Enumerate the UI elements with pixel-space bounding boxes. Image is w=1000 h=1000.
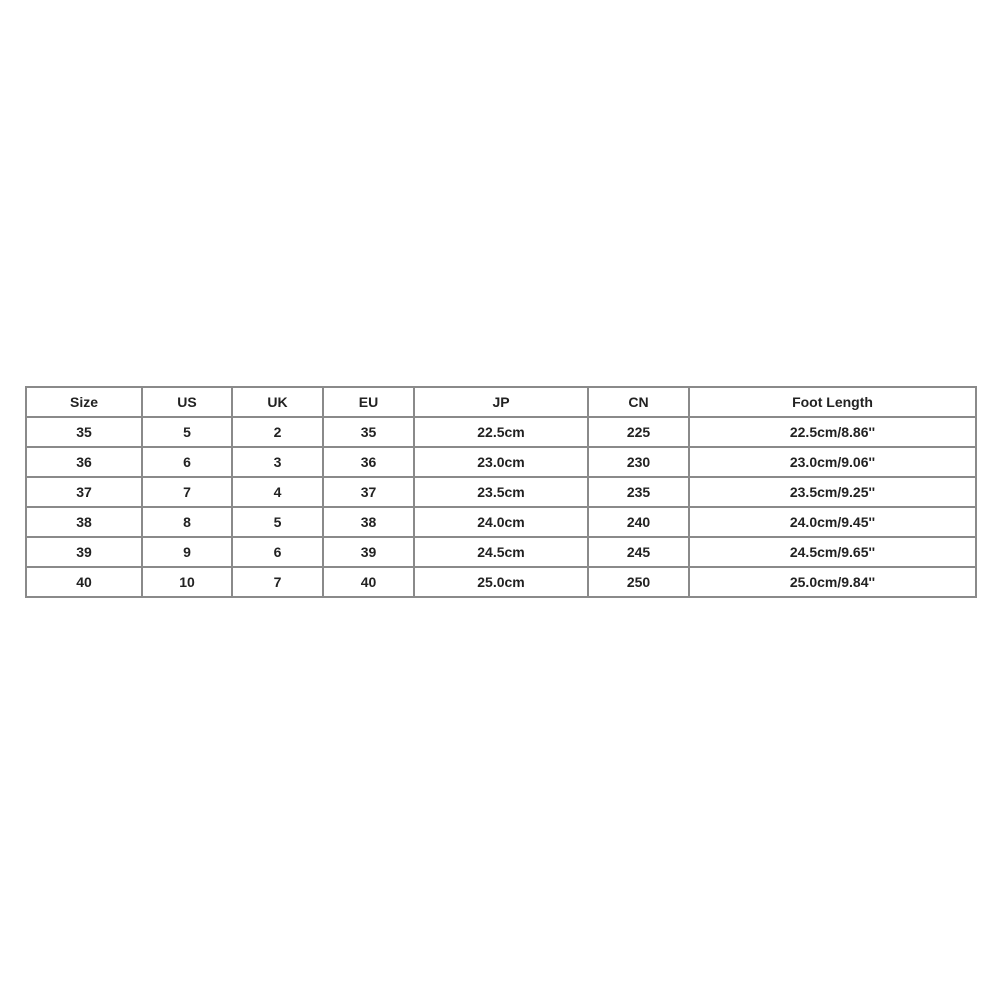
table-row <box>26 447 976 477</box>
cell-us: 6 <box>142 447 232 477</box>
header-uk: UK <box>232 387 323 417</box>
cell-jp: 24.0cm <box>414 507 588 537</box>
header-foot-length: Foot Length <box>689 387 976 417</box>
cell-eu: 36 <box>323 447 414 477</box>
cell-cn: 235 <box>588 477 689 507</box>
header-eu: EU <box>323 387 414 417</box>
size-chart-table <box>25 386 977 598</box>
cell-size: 36 <box>26 447 142 477</box>
cell-cn: 250 <box>588 567 689 597</box>
cell-size: 38 <box>26 507 142 537</box>
cell-foot-length: 22.5cm/8.86'' <box>689 417 976 447</box>
cell-uk: 7 <box>232 567 323 597</box>
cell-foot-length: 24.0cm/9.45'' <box>689 507 976 537</box>
cell-jp: 24.5cm <box>414 537 588 567</box>
header-us: US <box>142 387 232 417</box>
cell-eu: 39 <box>323 537 414 567</box>
table-row <box>26 477 976 507</box>
header-size: Size <box>26 387 142 417</box>
table-row <box>26 537 976 567</box>
cell-eu: 37 <box>323 477 414 507</box>
cell-us: 7 <box>142 477 232 507</box>
cell-us: 8 <box>142 507 232 537</box>
table-row <box>26 567 976 597</box>
cell-us: 9 <box>142 537 232 567</box>
cell-foot-length: 23.0cm/9.06'' <box>689 447 976 477</box>
cell-foot-length: 25.0cm/9.84'' <box>689 567 976 597</box>
cell-uk: 5 <box>232 507 323 537</box>
table-header-row <box>26 387 976 417</box>
cell-jp: 23.5cm <box>414 477 588 507</box>
cell-foot-length: 24.5cm/9.65'' <box>689 537 976 567</box>
cell-eu: 40 <box>323 567 414 597</box>
header-cn: CN <box>588 387 689 417</box>
cell-jp: 22.5cm <box>414 417 588 447</box>
cell-cn: 230 <box>588 447 689 477</box>
cell-uk: 4 <box>232 477 323 507</box>
cell-uk: 2 <box>232 417 323 447</box>
cell-cn: 240 <box>588 507 689 537</box>
cell-uk: 6 <box>232 537 323 567</box>
cell-size: 37 <box>26 477 142 507</box>
cell-size: 39 <box>26 537 142 567</box>
table-row <box>26 507 976 537</box>
table-row <box>26 417 976 447</box>
cell-jp: 23.0cm <box>414 447 588 477</box>
cell-size: 35 <box>26 417 142 447</box>
header-jp: JP <box>414 387 588 417</box>
cell-cn: 245 <box>588 537 689 567</box>
cell-eu: 38 <box>323 507 414 537</box>
cell-uk: 3 <box>232 447 323 477</box>
cell-size: 40 <box>26 567 142 597</box>
cell-us: 5 <box>142 417 232 447</box>
cell-jp: 25.0cm <box>414 567 588 597</box>
cell-cn: 225 <box>588 417 689 447</box>
cell-eu: 35 <box>323 417 414 447</box>
cell-foot-length: 23.5cm/9.25'' <box>689 477 976 507</box>
cell-us: 10 <box>142 567 232 597</box>
